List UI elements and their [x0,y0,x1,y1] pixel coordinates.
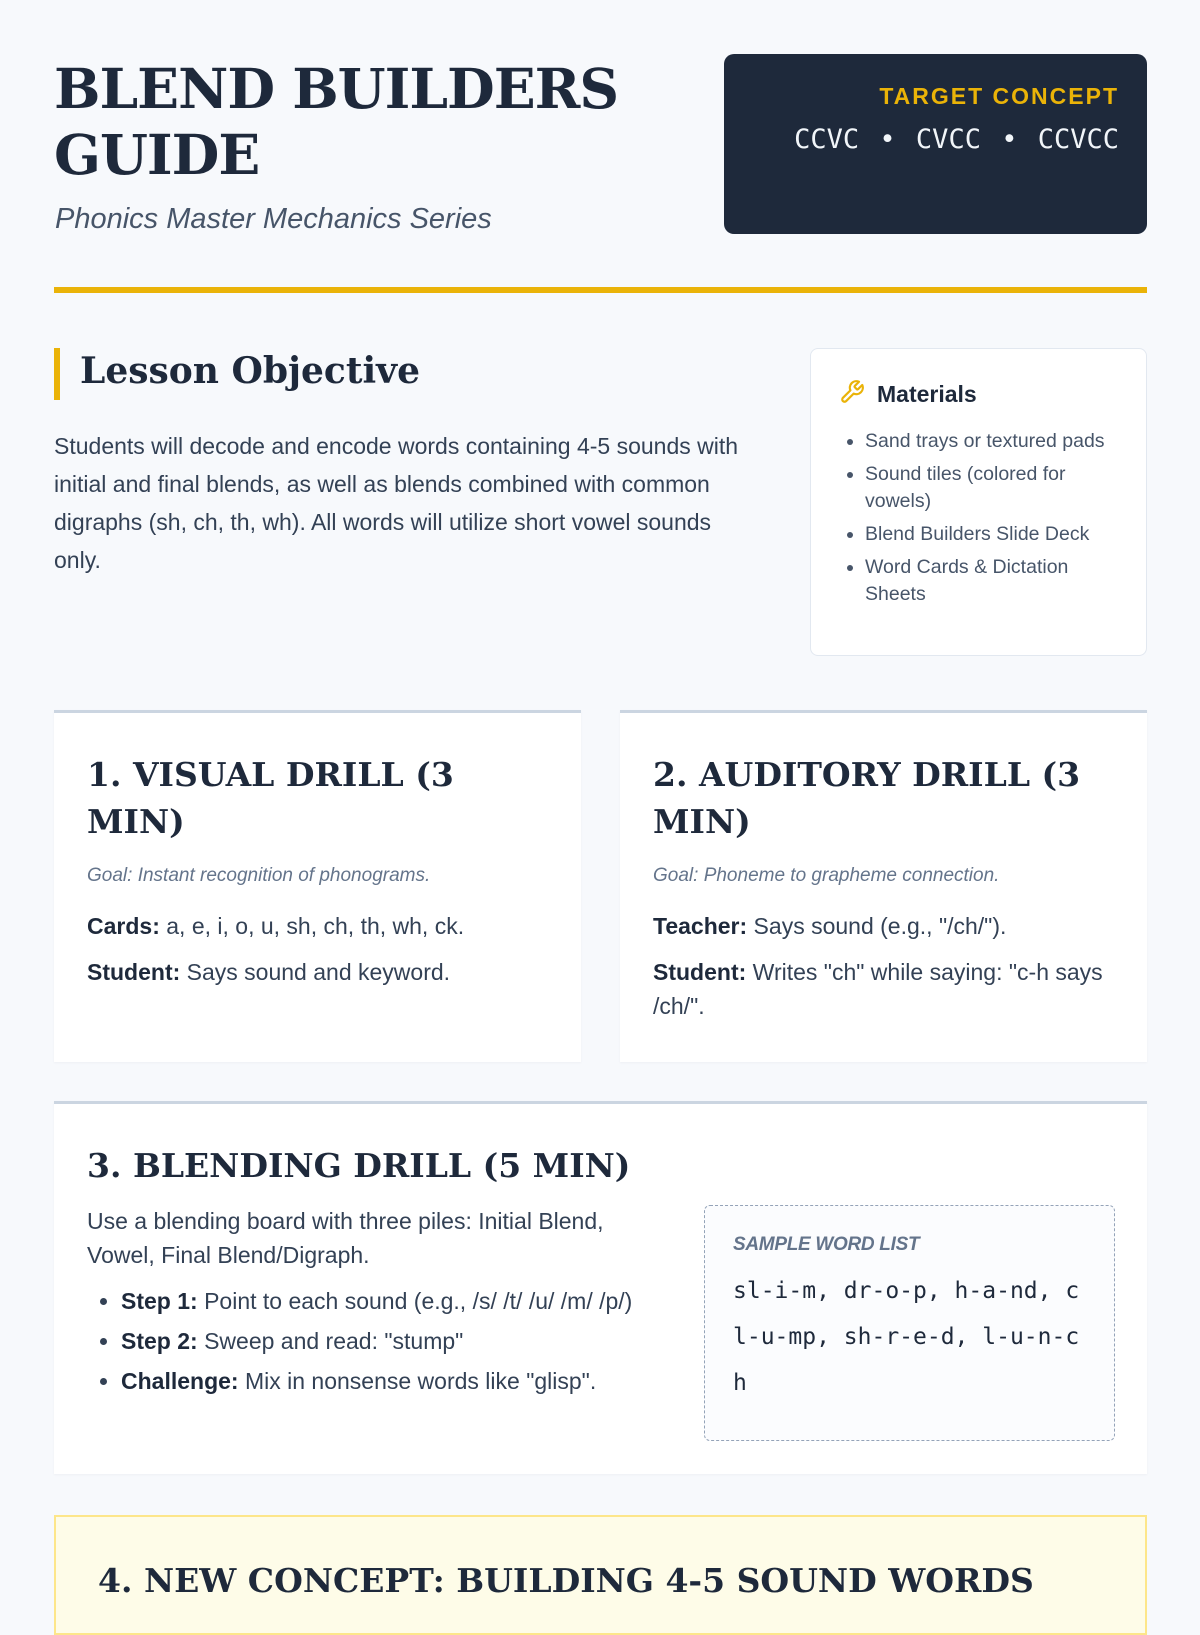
teacher-label: Teacher: [653,913,748,939]
step-text: Mix in nonsense words like "glisp". [238,1368,597,1394]
list-item: • Sand trays or textured pads [865,428,1118,455]
visual-drill-cards [87,909,548,943]
page-subtitle: Phonics Master Mechanics Series [55,203,492,235]
auditory-drill-student [653,955,1114,1023]
list-item: • Sound tiles (colored for vowels) [865,461,1118,515]
auditory-drill-title: 2. AUDITORY DRILL (3 MIN) [653,755,1081,841]
blending-intro: Use a blending board with three piles: Initial Blend, Vowel, Final Blend/Digraph. [87,1208,604,1268]
student-text: Writes "ch" while saying: "c-h says /ch/". [653,959,1103,1019]
blending-drill-card [54,1101,1147,1474]
blending-drill-title: 3. BLENDING DRILL (5 MIN) [87,1146,631,1185]
materials-list [839,428,1118,608]
visual-drill-title: 1. VISUAL DRILL (3 MIN) [87,755,454,841]
teacher-text: Says sound (e.g., "/ch/"). [747,913,1007,939]
sample-word-list [704,1205,1115,1441]
auditory-drill-teacher [653,909,1114,943]
sample-word-list-label: SAMPLE WORD LIST [733,1234,920,1255]
target-concept-label: TARGET CONCEPT [879,83,1119,109]
materials-heading: Materials [877,381,977,407]
step-label: Challenge: [121,1368,239,1394]
student-label: Student: [653,959,747,985]
objective-accent-bar [54,348,60,400]
student-label: Student: [87,959,181,985]
auditory-drill-card [620,710,1147,1062]
visual-drill-goal: Goal: Instant recognition of phonograms. [87,865,431,886]
new-concept-card [54,1515,1147,1635]
step-text: Sweep and read: "stump" [197,1328,464,1354]
blending-instructions [87,1204,657,1404]
step-label: Step 2: [121,1328,198,1354]
page-title: BLEND BUILDERS GUIDE [54,56,619,187]
materials-panel [810,348,1147,656]
cards-label: Cards: [87,913,160,939]
student-text: Says sound and keyword. [180,959,451,985]
header-divider [54,287,1147,293]
target-concept-value: CCVC • CVCC • CCVCC [794,124,1119,155]
cards-text: a, e, i, o, u, sh, ch, th, wh, ck. [159,913,465,939]
sample-word-list-words: sl-i-m, dr-o-p, h-a-nd, cl-u-mp, sh-r-e-d, l-u-n-ch [733,1278,1080,1396]
visual-drill-card [54,710,581,1062]
list-item: • Blend Builders Slide Deck [865,521,1118,548]
step-text: Point to each sound (e.g., /s/ /t/ /u/ /m/ /p/) [197,1288,633,1314]
blending-steps [87,1284,657,1398]
list-item [121,1324,657,1358]
list-item [121,1364,657,1398]
new-concept-title: 4. NEW CONCEPT: BUILDING 4-5 SOUND WORDS [98,1561,1034,1600]
list-item: • Word Cards & Dictation Sheets [865,554,1118,608]
auditory-drill-goal: Goal: Phoneme to grapheme connection. [653,865,1000,886]
visual-drill-student [87,955,548,989]
wrench-icon [839,379,865,410]
objective-heading: Lesson Objective [80,350,420,392]
objective-text: Students will decode and encode words containing 4-5 sounds with initial and final blends, as well as blends combined with common digraphs (sh, ch, th, wh). All words will utilize short vowel sounds only. [54,433,739,573]
target-concept-box [724,54,1147,234]
list-item [121,1284,657,1318]
step-label: Step 1: [121,1288,198,1314]
